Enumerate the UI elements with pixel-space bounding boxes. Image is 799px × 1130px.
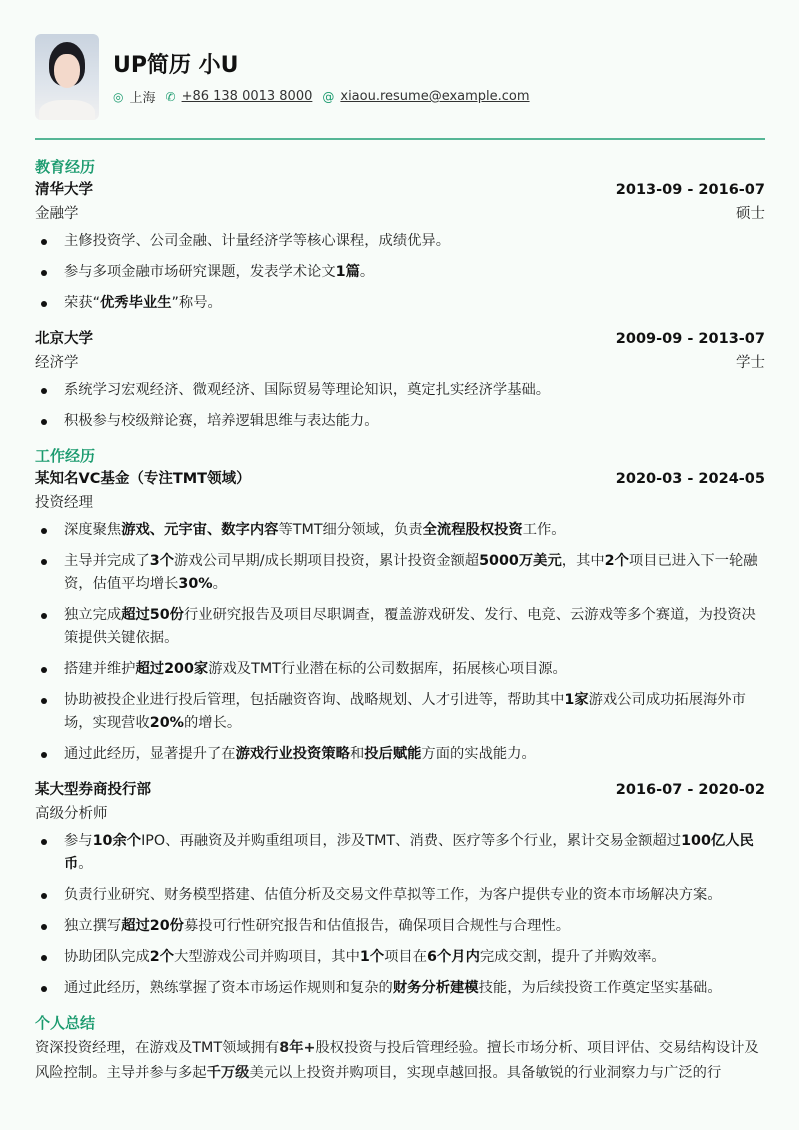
text-segment: 项目已进入下一轮融资，估值平均增长 bbox=[64, 553, 758, 592]
text-segment: 参与 bbox=[64, 833, 93, 849]
bullet-item bbox=[35, 977, 765, 1000]
text-segment: 。 bbox=[212, 576, 227, 592]
section-title-summary: 个人总结 bbox=[35, 1014, 96, 1032]
text-segment: 募投可行性研究报告和估值报告，确保项目合规性与合理性。 bbox=[183, 918, 570, 934]
education-section bbox=[35, 156, 765, 433]
date-range: 2009-09 - 2013-07 bbox=[615, 331, 765, 347]
text-segment: 行业研究报告及项目尽职调查，覆盖游戏研发、发行、电竞、云游戏等多个赛道，为投资决策提供关键依据。 bbox=[64, 607, 756, 646]
text-segment: ，其中 bbox=[561, 553, 605, 569]
bold-text: 2个 bbox=[604, 553, 629, 569]
bullet-list bbox=[35, 230, 765, 315]
text-segment: IPO、再融资及并购重组项目，涉及TMT、消费、医疗等多个行业，累计交易金额超过 bbox=[141, 833, 682, 849]
text-segment: 游戏公司成功拓展海外市场，实现营收 bbox=[64, 692, 746, 731]
phone-icon: ✆ bbox=[165, 89, 176, 104]
degree-label: 硕士 bbox=[736, 206, 765, 222]
organization-name: 北京大学 bbox=[35, 331, 93, 347]
organization-name: 某大型券商投行部 bbox=[35, 782, 151, 798]
text-segment: 大型游戏公司并购项目，其中 bbox=[174, 949, 360, 965]
bullet-item bbox=[35, 915, 765, 938]
text-segment: 通过此经历，熟练掌握了资本市场运作规则和复杂的 bbox=[64, 980, 393, 996]
text-segment: 协助被投企业进行投后管理，包括融资咨询、战略规划、人才引进等，帮助其中 bbox=[64, 692, 565, 708]
bold-text: 游戏、元宇宙、数字内容 bbox=[121, 522, 279, 538]
bold-text: 1家 bbox=[564, 692, 589, 708]
text-segment: 资深投资经理，在游戏及TMT领域拥有 bbox=[35, 1040, 280, 1056]
text-segment: 游戏及TMT行业潜在标的公司数据库，拓展核心项目源。 bbox=[208, 661, 567, 677]
text-segment: 的增长。 bbox=[184, 715, 242, 731]
text-segment: 。 bbox=[359, 264, 375, 280]
text-segment: 参与多项金融市场研究课题，发表学术论文 bbox=[64, 264, 336, 280]
work-entry bbox=[35, 778, 765, 1000]
bullet-item bbox=[35, 946, 765, 969]
resume-header bbox=[35, 0, 765, 120]
date-range: 2013-09 - 2016-07 bbox=[615, 182, 765, 198]
bullet-item bbox=[35, 519, 765, 542]
text-segment: 搭建并维护 bbox=[64, 661, 136, 677]
phone-link[interactable]: +86 138 0013 8000 bbox=[181, 89, 313, 104]
text-segment: 独立完成 bbox=[64, 607, 122, 623]
date-range: 2016-07 - 2020-02 bbox=[615, 782, 765, 798]
role-title: 投资经理 bbox=[35, 495, 93, 511]
work-entry bbox=[35, 467, 765, 766]
text-segment: 完成交割，提升了并购效率。 bbox=[479, 949, 666, 965]
text-segment: 方面的实战能力。 bbox=[421, 746, 536, 762]
text-segment: 和 bbox=[349, 746, 365, 762]
bold-text: 投后赋能 bbox=[364, 746, 422, 762]
bold-text: 30% bbox=[178, 576, 213, 592]
bullet-item bbox=[35, 261, 765, 284]
text-segment: 等TMT细分领域，负责 bbox=[278, 522, 423, 538]
bold-text: 3个 bbox=[149, 553, 175, 569]
bullet-item bbox=[35, 292, 765, 315]
bold-text: 游戏行业投资策略 bbox=[235, 746, 350, 762]
text-segment: 独立撰写 bbox=[64, 918, 122, 934]
email-at-icon: @ bbox=[322, 89, 335, 104]
bullet-list bbox=[35, 519, 765, 766]
text-segment: 游戏公司早期/成长期项目投资，累计投资金额超 bbox=[174, 553, 480, 569]
bold-text: 5000万美元 bbox=[479, 553, 562, 569]
bold-text: 1个 bbox=[359, 949, 385, 965]
text-segment: 。 bbox=[78, 856, 93, 872]
location-pin-icon: ◎ bbox=[113, 89, 124, 104]
bold-text: 10余个 bbox=[92, 833, 142, 849]
text-segment: ”称号。 bbox=[171, 295, 222, 311]
bullet-list bbox=[35, 379, 765, 433]
text-segment: 主修投资学、公司金融、计量经济学等核心课程，成绩优异。 bbox=[64, 233, 451, 249]
bold-text: 千万级 bbox=[206, 1065, 250, 1081]
education-entry bbox=[35, 178, 765, 315]
bullet-item bbox=[35, 884, 765, 907]
text-segment: 股权投资与投后管理经验。擅长市场分析、项目评估、交易结构设计及风险控制。主导并参与多起 bbox=[35, 1040, 759, 1081]
text-segment: 系统学习宏观经济、微观经济、国际贸易等理论知识，奠定扎实经济学基础。 bbox=[64, 382, 551, 398]
bullet-item bbox=[35, 410, 765, 433]
text-segment: 深度聚焦 bbox=[64, 522, 122, 538]
header-divider bbox=[35, 138, 765, 140]
bullet-item bbox=[35, 658, 765, 681]
candidate-name: UP简历 小U bbox=[113, 53, 239, 78]
bold-text: 8年+ bbox=[279, 1040, 316, 1056]
bullet-list bbox=[35, 830, 765, 1000]
organization-name: 某知名VC基金（专注TMT领域） bbox=[35, 471, 251, 487]
bold-text: 财务分析建模 bbox=[392, 980, 479, 996]
text-segment: 协助团队完成 bbox=[64, 949, 150, 965]
profile-photo bbox=[35, 34, 99, 120]
bullet-item bbox=[35, 550, 765, 596]
summary-text bbox=[35, 1036, 765, 1086]
text-segment: 项目在 bbox=[384, 949, 428, 965]
text-segment: 美元以上投资并购项目，实现卓越回报。具备敏锐的行业洞察力与广泛的行 bbox=[249, 1065, 722, 1081]
text-segment: 荣获“ bbox=[64, 295, 101, 311]
organization-name: 清华大学 bbox=[35, 182, 93, 198]
bullet-item bbox=[35, 689, 765, 735]
email-link[interactable]: xiaou.resume@example.com bbox=[340, 89, 530, 104]
location-text: 上海 bbox=[129, 91, 156, 106]
role-title: 高级分析师 bbox=[35, 806, 108, 822]
role-title: 经济学 bbox=[35, 355, 79, 371]
text-segment: 工作。 bbox=[522, 522, 566, 538]
bold-text: 优秀毕业生 bbox=[100, 295, 172, 311]
bold-text: 超过200家 bbox=[135, 661, 209, 677]
work-section bbox=[35, 445, 765, 1000]
bullet-item bbox=[35, 830, 765, 876]
bullet-item bbox=[35, 230, 765, 253]
text-segment: 负责行业研究、财务模型搭建、估值分析及交易文件草拟等工作，为客户提供专业的资本市场解决方案。 bbox=[64, 887, 722, 903]
bullet-item bbox=[35, 743, 765, 766]
bold-text: 超过20份 bbox=[121, 918, 184, 934]
date-range: 2020-03 - 2024-05 bbox=[615, 471, 765, 487]
bold-text: 2个 bbox=[149, 949, 175, 965]
text-segment: 主导并完成了 bbox=[64, 553, 150, 569]
role-title: 金融学 bbox=[35, 206, 79, 222]
section-title-work: 工作经历 bbox=[35, 447, 96, 465]
bullet-item bbox=[35, 604, 765, 650]
text-segment: 积极参与校级辩论赛，培养逻辑思维与表达能力。 bbox=[64, 413, 379, 429]
summary-section bbox=[35, 1012, 765, 1086]
bold-text: 超过50份 bbox=[121, 607, 184, 623]
bold-text: 1篇 bbox=[335, 264, 360, 280]
text-segment: 技能，为后续投资工作奠定坚实基础。 bbox=[478, 980, 722, 996]
bold-text: 全流程股权投资 bbox=[422, 522, 523, 538]
degree-label: 学士 bbox=[736, 355, 765, 371]
bold-text: 6个月内 bbox=[427, 949, 480, 965]
bold-text: 100亿人民币 bbox=[64, 833, 754, 872]
contact-info bbox=[113, 87, 540, 106]
education-entry bbox=[35, 327, 765, 433]
bullet-item bbox=[35, 379, 765, 402]
bold-text: 20% bbox=[149, 715, 185, 731]
text-segment: 通过此经历，显著提升了在 bbox=[64, 746, 236, 762]
section-title-education: 教育经历 bbox=[35, 158, 96, 176]
